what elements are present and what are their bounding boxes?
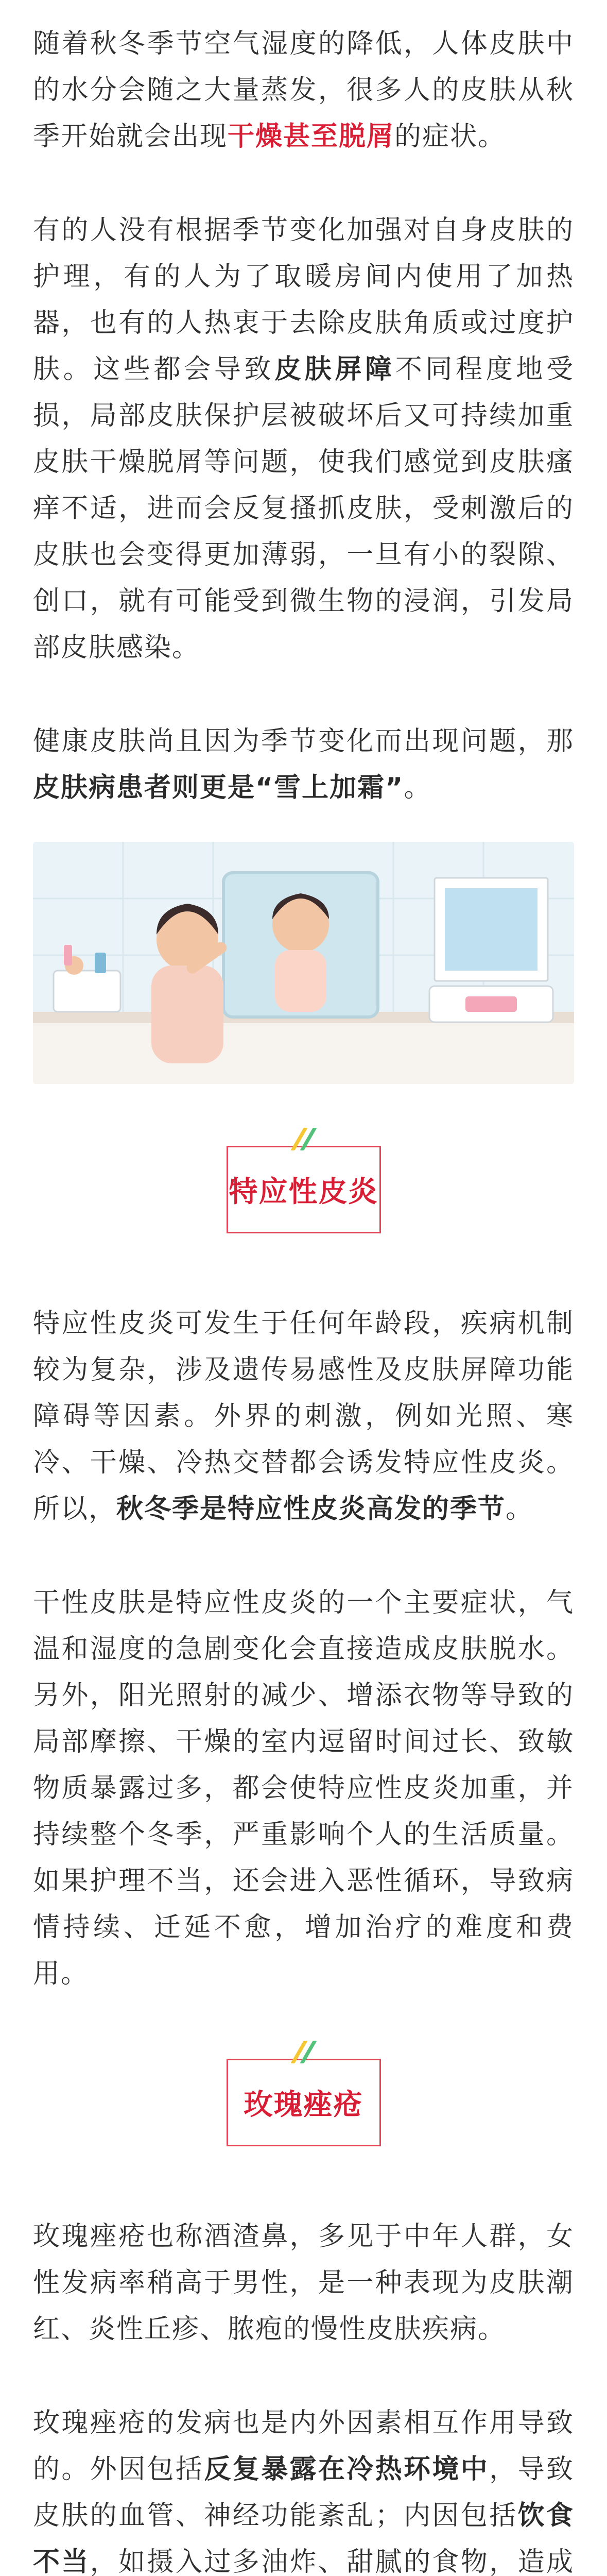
text-run: ，导致皮肤的血管、神经功能紊乱；内因包括 xyxy=(33,2454,574,2531)
intro-paragraph-1 xyxy=(33,21,574,160)
text-run: 。 xyxy=(404,772,432,803)
highlight-diet: 饮食不当 xyxy=(33,2500,574,2576)
intro-paragraph-2 xyxy=(33,207,574,671)
highlight-dryness: 干燥甚至脱屑 xyxy=(228,121,395,152)
section1-heading-wrap xyxy=(33,1146,574,1233)
section2-title: 玫瑰痤疮 xyxy=(244,2088,363,2122)
section2-title-badge xyxy=(227,2059,381,2146)
section1-paragraph-2: 干性皮肤是特应性皮炎的一个主要症状，气温和湿度的急剧变化会直接造成皮肤脱水。另外，阳光照射的减少、增添衣物等导致的局部摩擦、干燥的室内逗留时间过长、致敏物质暴露过多，都会使特应性皮炎加重，并持续整个冬季，严重影响个人的生活质量。如果护理不当，还会进入恶性循环，导致病情持续、迁延不愈，增加治疗的难度和费用。 xyxy=(33,1587,574,1989)
highlight-cold-hot: 反复暴露在冷热环境中 xyxy=(204,2454,490,2485)
section2-paragraph-1: 玫瑰痤疮也称酒渣鼻，多见于中年人群，女性发病率稍高于男性，是一种表现为皮肤潮红、炎性丘疹、脓疱的慢性皮肤疾病。 xyxy=(33,2221,574,2345)
text-run: 不同程度地受损，局部皮肤保护层被破坏后又可持续加重皮肤干燥脱屑等问题，使我们感觉到皮肤瘙痒不适，进而会反复搔抓皮肤，受刺激后的皮肤也会变得更加薄弱，一旦有小的裂隙、创口，就有可能受到微生物的浸润，引发局部皮肤感染。 xyxy=(33,354,574,663)
text-run: 特应性皮炎可发生于任何年龄段，疾病机制较为复杂，涉及遗传易感性及皮肤屏障功能障碍等因素。外界的刺激，例如光照、寒冷、干燥、冷热交替都会诱发特应性皮炎。所以， xyxy=(33,1308,574,1524)
text-run: ，如摄入过多油炸、甜腻的食物，造成 xyxy=(90,2547,574,2576)
text-run: 玫瑰痤疮的发病也是内外因素相互作用导致的。外因包括 xyxy=(33,2408,574,2485)
text-run: 。 xyxy=(506,1494,534,1524)
text-run: 随着秋冬季节空气湿度的降低，人体皮肤中的水分会随之大量蒸发，很多人的皮肤从秋季开始就会出现 xyxy=(33,28,574,152)
text-run: 的症状。 xyxy=(394,121,506,152)
section1-paragraph-1 xyxy=(33,1300,574,1532)
section1-title: 特应性皮炎 xyxy=(229,1175,378,1209)
section2-paragraph-2 xyxy=(33,2400,574,2576)
bathroom-illustration xyxy=(33,842,574,1084)
highlight-patients: 皮肤病患者则更是“雪上加霜” xyxy=(33,772,404,803)
highlight-skin-barrier: 皮肤屏障 xyxy=(274,354,395,385)
text-run: 健康皮肤尚且因为季节变化而出现问题，那 xyxy=(33,726,574,757)
intro-paragraph-3 xyxy=(33,718,574,811)
badge-decoration xyxy=(297,2041,310,2063)
badge-decoration xyxy=(297,1128,310,1150)
section2-heading-wrap xyxy=(33,2059,574,2146)
highlight-season: 秋冬季是特应性皮炎高发的季节 xyxy=(116,1494,506,1524)
section1-title-badge xyxy=(227,1146,381,1233)
text-run: 有的人没有根据季节变化加强对自身皮肤的护理，有的人为了取暖房间内使用了加热器，也有的人热衷于去除皮肤角质或过度护肤。这些都会导致 xyxy=(33,215,574,385)
